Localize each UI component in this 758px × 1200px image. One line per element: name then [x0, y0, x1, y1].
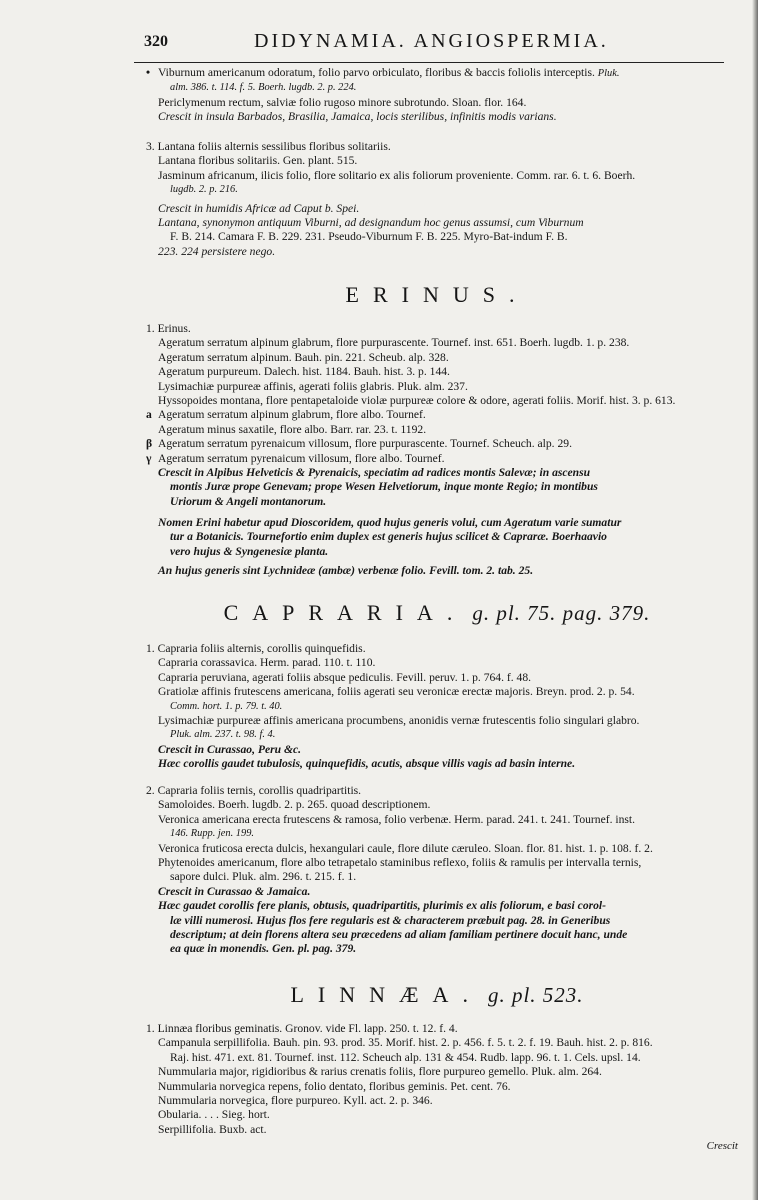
viburnum-line-3: Periclymenum rectum, salviæ folio rugoso minore subrotundo. Sloan. flor. 164.	[158, 95, 527, 109]
viburnum-line-1b: Pluk.	[597, 68, 620, 79]
variety-marker: a	[146, 408, 152, 422]
capraria-2-haec-2: læ villi numerosi. Hujus flos fere regularis est & characterem præbuit pag. 28. in Generibus	[170, 913, 611, 927]
catchword: Crescit	[706, 1140, 738, 1152]
erinus-line	[146, 452, 752, 466]
genus-heading-capraria: CAPRARIA. g. pl. 75. pag. 379.	[223, 600, 651, 625]
erinus-line-text: Ageratum serratum alpinum glabrum, flore albo. Tournef.	[158, 408, 426, 422]
capraria-2-line-6: Phytenoides americanum, flore albo tetrapetalo staminibus reflexo, foliis & ramulis per intervalla ternis,	[158, 856, 642, 870]
erinus-nomen	[146, 516, 752, 559]
linnaea-line-1: 1. Linnæa floribus geminatis. Gronov. vide Fl. lapp. 250. t. 12. f. 4.	[146, 1022, 458, 1035]
capraria-species-2	[146, 784, 752, 957]
erinus-line	[146, 365, 752, 379]
viburnum-line-2: alm. 386. t. 114. f. 5. Boerh. lugdb. 2. p. 224.	[170, 82, 357, 94]
erinus-line-text: Ageratum purpureum. Dalech. hist. 1184. Bauh. hist. 3. p. 144.	[158, 365, 450, 379]
viburnum-entry: • Viburnum americanum odoratum, folio parvo orbiculato, floribus & baccis foliolis interceptis. Pluk. alm. 386. t. 114. f. 5. Boerh. lugdb. 2. p. 224. Periclymenum rectum, salviæ folio rugoso minore subrotundo. Sloan. flor. 164. Crescit in insula Barbados, Brasilia, Jamaica, locis sterilibus, infinitis modis varians.	[146, 66, 752, 125]
erinus-line	[146, 437, 752, 451]
erinus-synonyms	[146, 322, 752, 466]
erinus-an	[146, 564, 752, 578]
erinus-crescit-2: montis Juræ prope Genevam; prope Wesen Helvetiorum, inque monte Regio; in montibus	[170, 480, 598, 494]
erinus-line	[146, 423, 752, 437]
linnaea-genus-ref: g. pl. 523.	[487, 983, 584, 1007]
erinus-line	[146, 322, 752, 336]
linnaea-line-3: Raj. hist. 471. ext. 81. Tournef. inst. 112. Scheuch alp. 131 & 454. Rudb. lapp. 96. t. 1. Cels. upsl. 14.	[170, 1050, 641, 1064]
erinus-line-text: Ageratum serratum alpinum glabrum, flore purpurascente. Tournef. inst. 651. Boerh. lugdb. 1. p. 238.	[158, 336, 630, 350]
genus-heading-erinus: ERINUS.	[345, 282, 529, 307]
viburnum-line-1: Viburnum americanum odoratum, folio parvo orbiculato, floribus & baccis foliolis interceptis.	[158, 66, 595, 79]
capraria-1-line-6: Lysimachiæ purpureæ affinis americana procumbens, anonidis vernæ frutescentis folio singulari glabro.	[158, 714, 640, 728]
viburnum-crescit: Crescit in insula Barbados, Brasilia, Jamaica, locis sterilibus, infinitis modis varians.	[158, 110, 557, 124]
erinus-nomen-3: vero hujus & Syngenesiæ planta.	[170, 544, 329, 558]
variety-marker: γ	[146, 451, 152, 465]
capraria-2-haec-3: descriptum; at dein florens altera seu præcedens ad aliam familiam pertinere docuit hanc, unde	[170, 928, 628, 942]
linnaea-line-5: Nummularia norvegica repens, folio dentato, floribus geminis. Pet. cent. 76.	[158, 1079, 511, 1093]
capraria-2-line-5: Veronica fruticosa erecta dulcis, hexangulari caule, flore dilute cæruleo. Sloan. flor. 81. hist. 1. p. 108. f. 2.	[158, 841, 653, 855]
capraria-2-line-7: sapore dulci. Pluk. alm. 296. t. 215. f. 1.	[170, 870, 357, 884]
erinus-line-text: 1. Erinus.	[146, 322, 191, 335]
erinus-line-text: Ageratum serratum alpinum. Bauh. pin. 221. Scheub. alp. 328.	[158, 350, 449, 364]
capraria-2-crescit: Crescit in Curassao & Jamaica.	[158, 884, 311, 898]
erinus-line	[146, 380, 752, 394]
linnaea-line-6: Nummularia norvegica, flore purpureo. Kyll. act. 2. p. 346.	[158, 1094, 433, 1108]
capraria-1-line-7: Pluk. alm. 237. t. 98. f. 4.	[170, 729, 276, 741]
lantana-crescit: Crescit in humidis Africæ ad Caput b. Spei.	[158, 201, 360, 215]
genus-heading-linnaea: LINNÆA. g. pl. 523.	[290, 982, 584, 1007]
erinus-crescit	[146, 466, 752, 509]
capraria-1-line-2: Capraria corassavica. Herm. parad. 110. t. 110.	[158, 656, 376, 670]
page-number: 320	[144, 33, 168, 50]
erinus-line	[146, 336, 752, 350]
erinus-line-text: Ageratum serratum pyrenaicum villosum, flore purpurascente. Tournef. Scheuch. alp. 29.	[158, 437, 572, 451]
lantana-note-1: Lantana, synonymon antiquum Viburni, ad designandum hoc genus assumsi, cum Viburnum	[158, 216, 584, 230]
variety-marker: β	[146, 437, 153, 451]
lantana-entry	[146, 140, 752, 259]
lantana-line-3: Jasminum africanum, ilicis folio, flore solitario ex alis foliorum proveniente. Comm. rar. 6. t. 6. Boerh.	[158, 168, 636, 182]
capraria-genus-ref: g. pl. 75. pag. 379.	[472, 601, 651, 625]
capraria-1-line-4: Gratiolæ affinis frutescens americana, foliis agerati seu veronicæ erectæ majoris. Breyn. prod. 2. p. 54.	[158, 685, 635, 699]
lantana-line-2: Lantana floribus solitariis. Gen. plant. 515.	[158, 154, 358, 168]
erinus-crescit-3: Uriorum & Angeli montanorum.	[170, 494, 327, 508]
erinus-line	[146, 394, 752, 408]
capraria-1-haec: Hæc corollis gaudet tubulosis, quinquefidis, acutis, absque villis vagis ad basin interne.	[158, 757, 576, 771]
linnaea-line-4: Nummularia major, rigidioribus & rarius crenatis foliis, flore purpureo gemello. Pluk. alm. 264.	[158, 1065, 602, 1079]
erinus-line-text: Hyssopoides montana, flore pentapetaloide violæ purpureæ colore & odore, agerati foliis. Morif. hist. 3. p. 613.	[158, 394, 676, 408]
capraria-1-crescit: Crescit in Curassao, Peru &c.	[158, 742, 302, 756]
erinus-nomen-2: tur a Botanicis. Tournefortio enim duplex est generis hujus scilicet & Capraræ. Boerhaavio	[170, 530, 607, 544]
lantana-line-4: lugdb. 2. p. 216.	[170, 184, 238, 196]
erinus-an-line: An hujus generis sint Lychnideæ (ambæ) verbenæ folio. Fevill. tom. 2. tab. 25.	[158, 564, 534, 577]
erinus-line	[146, 351, 752, 365]
linnaea-line-7: Obularia. . . . Sieg. hort.	[158, 1108, 270, 1122]
capraria-2-line-3: Veronica americana erecta frutescens & ramosa, folio verbenæ. Herm. parad. 241. t. 241. Tournef. inst.	[158, 812, 636, 826]
erinus-line	[146, 408, 752, 422]
erinus-nomen-1: Nomen Erini habetur apud Dioscoridem, quod hujus generis volui, cum Ageratum varie sumatur	[158, 516, 622, 529]
lantana-note-2: F. B. 214. Camara F. B. 229. 231. Pseudo-Viburnum F. B. 225. Myro-Bat-indum F. B.	[170, 230, 568, 244]
running-header	[134, 30, 724, 63]
lantana-note-3: 223. 224 persistere nego.	[158, 244, 276, 258]
capraria-2-haec-4: ea quæ in monendis. Gen. pl. pag. 379.	[170, 942, 357, 956]
capraria-1-line-1: 1. Capraria foliis alternis, corollis quinquefidis.	[146, 642, 366, 655]
lantana-line-1: 3. Lantana foliis alternis sessilibus floribus solitariis.	[146, 140, 391, 153]
linnaea-line-8: Serpillifolia. Buxb. act.	[158, 1122, 267, 1136]
erinus-line-text: Lysimachiæ purpureæ affinis, agerati foliis glabris. Pluk. alm. 237.	[158, 379, 468, 393]
capraria-2-line-2: Samoloides. Boerh. lugdb. 2. p. 265. quoad descriptionem.	[158, 798, 431, 812]
linnaea-entry	[146, 1022, 752, 1137]
erinus-crescit-1: Crescit in Alpibus Helveticis & Pyrenaicis, speciatim ad radices montis Salevæ; in ascensu	[158, 466, 591, 479]
erinus-line-text: Ageratum serratum pyrenaicum villosum, flore albo. Tournef.	[158, 451, 445, 465]
running-title: DIDYNAMIA. ANGIOSPERMIA.	[254, 30, 609, 52]
linnaea-line-2: Campanula serpillifolia. Bauh. pin. 93. prod. 35. Morif. hist. 2. p. 456. f. 5. t. 2. f. 19. Bauh. hist. 2. p. 816.	[158, 1036, 653, 1050]
capraria-2-line-1: 2. Capraria foliis ternis, corollis quadripartitis.	[146, 784, 362, 797]
capraria-2-haec-1: Hæc gaudet corollis fere planis, obtusis, quadripartitis, plurimis ex alis foliorum, e basi corol-	[158, 899, 607, 913]
erinus-line-text: Ageratum minus saxatile, flore albo. Barr. rar. 23. t. 1192.	[158, 422, 427, 436]
capraria-species-1	[146, 642, 752, 772]
capraria-2-line-4: 146. Rupp. jen. 199.	[170, 828, 254, 840]
capraria-1-line-3: Capraria peruviana, agerati foliis absque pediculis. Fevill. peruv. 1. p. 764. f. 48.	[158, 670, 532, 684]
capraria-1-line-5: Comm. hort. 1. p. 79. t. 40.	[170, 700, 283, 712]
